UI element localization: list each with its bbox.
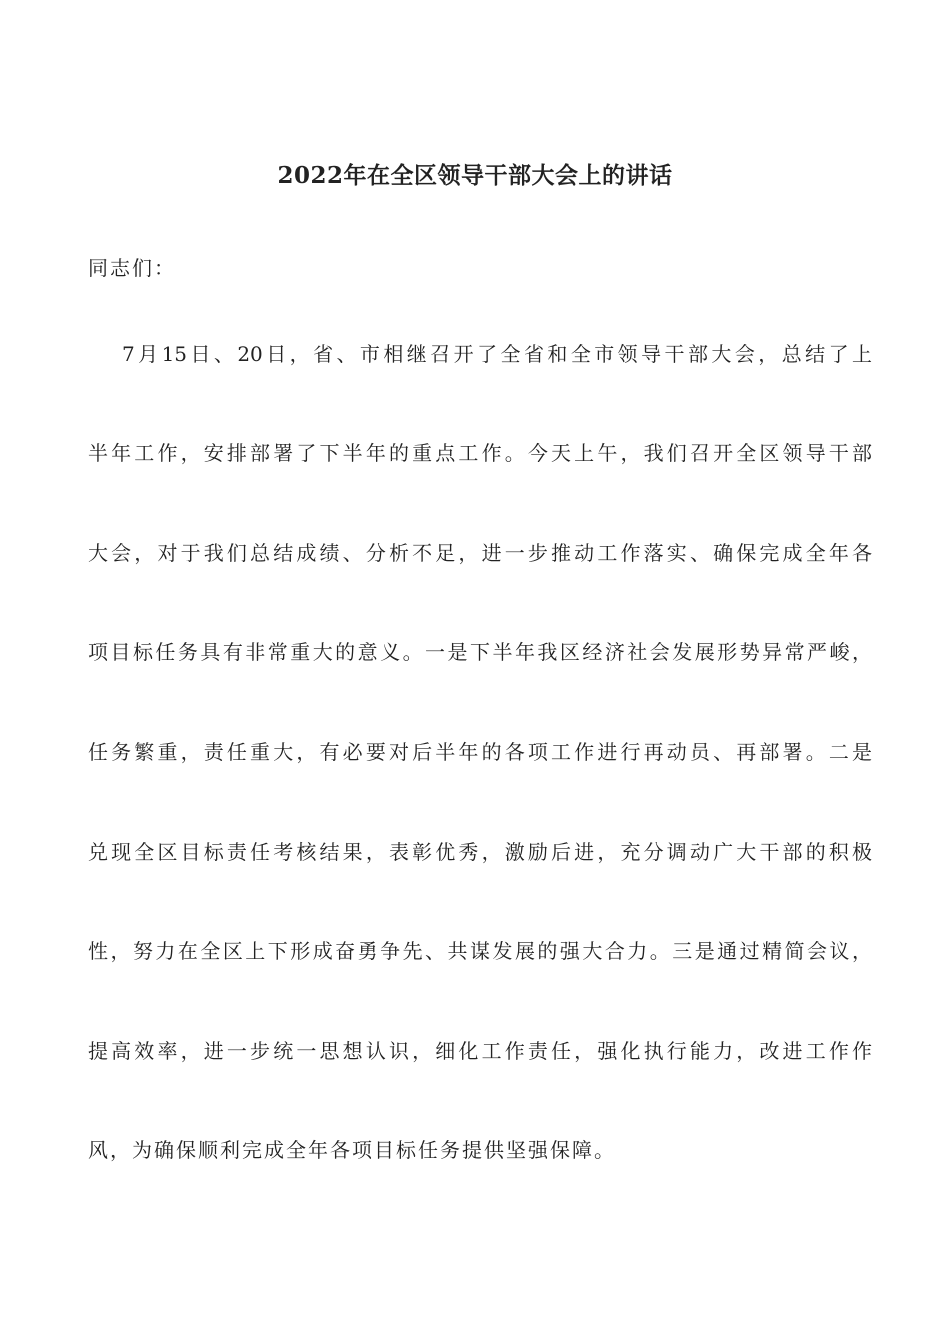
paragraph-line: 兑现全区目标责任考核结果，表彰优秀，激励后进，充分调动广大干部的积极 xyxy=(88,840,872,864)
paragraph-line: 7月15日、20日，省、市相继召开了全省和全市领导干部大会，总结了上 xyxy=(122,342,872,366)
salutation: 同志们： xyxy=(88,256,176,280)
document-title: 2022年在全区领导干部大会上的讲话 xyxy=(277,162,673,189)
paragraph-line: 风，为确保顺利完成全年各项目标任务提供坚强保障。 xyxy=(88,1138,616,1162)
paragraph-line: 任务繁重，责任重大，有必要对后半年的各项工作进行再动员、再部署。二是 xyxy=(88,740,872,764)
paragraph-line: 大会，对于我们总结成绩、分析不足，进一步推动工作落实、确保完成全年各 xyxy=(88,541,872,565)
paragraph-line: 半年工作，安排部署了下半年的重点工作。今天上午，我们召开全区领导干部 xyxy=(88,441,872,465)
paragraph-line: 项目标任务具有非常重大的意义。一是下半年我区经济社会发展形势异常严峻， xyxy=(88,640,872,664)
paragraph-line: 提高效率，进一步统一思想认识，细化工作责任，强化执行能力，改进工作作 xyxy=(88,1039,872,1063)
paragraph-line: 性，努力在全区上下形成奋勇争先、共谋发展的强大合力。三是通过精简会议， xyxy=(88,939,872,963)
